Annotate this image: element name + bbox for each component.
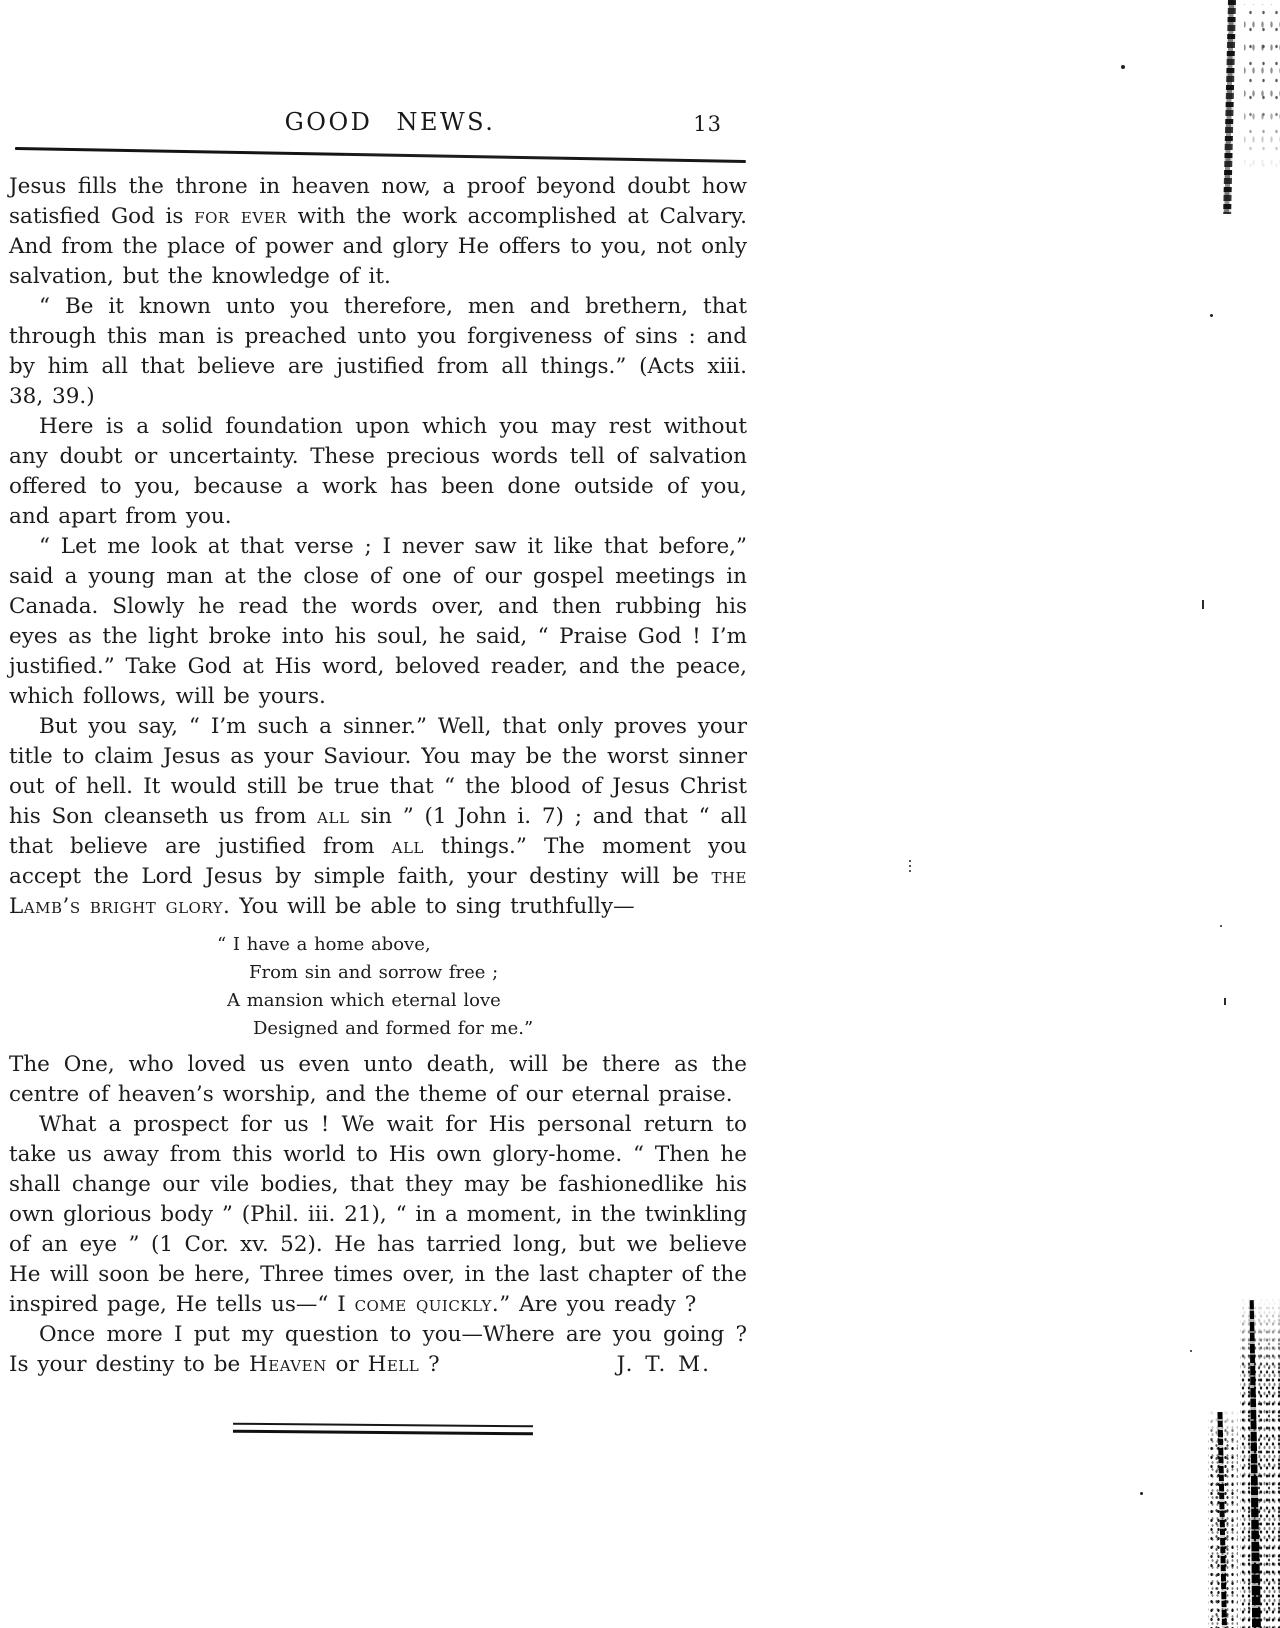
text-run: things.” The moment you accept the Lord Jesus by simple faith, your destiny will be [9,834,747,889]
paragraph-throne [9,172,747,292]
author-initials: J. T. M. [616,1352,711,1377]
poem-line: From sin and sorrow free ; [249,962,499,983]
text-run: “ Be it known unto you therefore, men and brethern, that through this man is preached unto you forgiveness of sins : and by him all that believe are justified from all things.” (Acts xiii. 38, 39.) [9,294,747,409]
poem-line: Designed and formed for me.” [253,1018,534,1039]
text-column [9,172,747,1434]
small-caps-text: Hell [367,1352,420,1377]
paragraph-what-a-prospect [9,1110,747,1320]
scan-streak-bottom-outer [1247,1300,1261,1628]
scan-tick [909,860,911,874]
text-run: with the work accomplished at Calvary. And from the place of power and glory He offers to you, not only salvation, but the knowledge of it. [9,204,748,289]
scan-streak-bottom-inner [1217,1412,1227,1628]
scan-speckles-bottom-inner [1208,1408,1238,1628]
running-title: GOOD NEWS. [284,108,496,136]
paragraph-acts-quote [9,292,747,412]
scan-tick [1224,998,1226,1005]
text-run: “ Let me look at that verse ; I never saw it like that before,” said a young man at the close of one of our gospel meetings in Canada. Slowly he read the words over, and then rubbing his eyes as the light broke into his soul, he said, “ Praise God ! I’m justified.” Take God at His word, beloved reader, and the peace, which follows, will be yours. [9,534,747,709]
scan-tick [1202,600,1204,609]
text-run: or [326,1352,368,1377]
paragraph-solid-foundation [9,412,747,532]
text-run: sin ” (1 John i. 7) ; and that “ all that believe are justified from [9,804,747,859]
text-run: But you say, “ I’m such a sinner.” Well, that only proves your title to claim Jesus as your Saviour. You may be the worst sinner out of hell. It would still be true that “ the blood of Jesus Christ his Son cleanseth us from [9,714,747,829]
page-number: 13 [693,112,722,136]
text-run: ” Are you ready ? [499,1292,697,1317]
hymn-verse [217,931,747,1043]
scan-dot [1140,1492,1143,1495]
page-header [8,108,746,144]
text-run: Once more I put my question to you—Where are you going ? Is your destiny to be [9,1322,747,1377]
small-caps-text: the Lamb’s bright glory. [9,864,747,919]
paragraph-such-a-sinner [9,712,747,922]
text-run: Here is a solid foundation upon which you may rest without any doubt or uncertainty. These precious words tell of salvation offered to you, because a work has been done outside of you, and apart from you. [9,414,747,529]
scan-streak-top-right [1223,0,1236,214]
text-run: Jesus fills the throne in heaven now, a proof beyond doubt how satisfied God is [9,174,747,229]
text-run: ? [419,1352,440,1377]
small-caps-text: all [317,804,350,829]
end-rule [233,1423,533,1436]
scan-speckles-bottom-outer [1240,1296,1280,1628]
text-run: What a prospect for us ! We wait for His personal return to take us away from this world to His own glory-home. “ Then he shall change our vile bodies, that they may be fashionedlike his own glorious body ” (Phil. iii. 21), “ in a moment, in the twinkling of an eye ” (1 Cor. xv. 52). He has tarried long, but we believe He will soon be here, Three times over, in the last chapter of the inspired page, He tells us—“ I [9,1112,747,1317]
paragraph-final-question [9,1320,747,1380]
small-caps-text: Heaven [249,1352,327,1377]
small-caps-text: for ever [194,204,287,229]
header-rule [15,147,746,163]
text-run: The One, who loved us even unto death, will be there as the centre of heaven’s worship, and the theme of our eternal praise. [9,1052,747,1107]
scan-speckles-top-right [1244,4,1280,174]
paragraph-the-one [9,1050,747,1110]
scan-dot [1121,65,1125,69]
small-caps-text: come quickly. [354,1292,500,1317]
small-caps-text: all [391,834,424,859]
poem-line: “ I have a home above, [217,934,431,955]
text-run: You will be able to sing truthfully— [230,894,635,919]
paragraph-young-man [9,532,747,712]
scan-dot [1220,925,1222,927]
scan-dot [1210,314,1213,317]
poem-line: A mansion which eternal love [227,990,501,1011]
scan-dot [1190,1350,1192,1352]
